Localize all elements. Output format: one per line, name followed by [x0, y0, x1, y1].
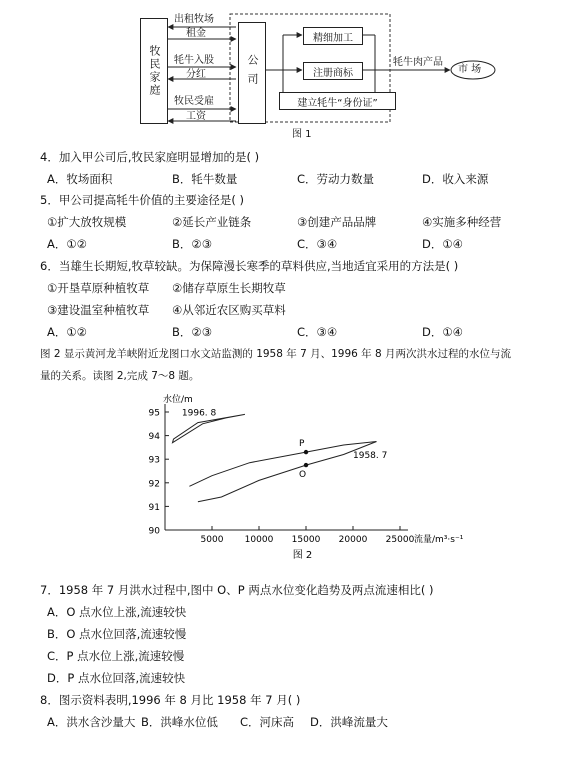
- q6-stem: 6．当雄生长期短,牧草较缺。为保障漫长寒季的草料供应,当地适宜采用的方法是( ): [40, 259, 459, 273]
- q4-option-d: D．收入来源: [422, 172, 489, 186]
- q8-option-c: C．河床高: [240, 715, 295, 729]
- household-label: 牧民家庭: [148, 45, 161, 97]
- household-box: [140, 18, 168, 124]
- arrow-label-rent: 租金: [186, 28, 206, 39]
- x-tick-label: 5000: [200, 535, 224, 545]
- q5-item-2: ②延长产业链条: [172, 215, 252, 229]
- point-label-o: O: [299, 470, 307, 481]
- arrow-label-rent-pasture: 出租牧场: [174, 14, 214, 25]
- x-tick-label: 25000: [385, 535, 415, 545]
- series-1958-falling-limb: [189, 442, 376, 487]
- q7-option-d: D．P 点水位回落,流速较快: [47, 671, 186, 685]
- company-label: 公司: [246, 54, 259, 92]
- q7-option-a: A．O 点水位上涨,流速较快: [47, 605, 187, 619]
- y-tick-label: 95: [148, 408, 160, 419]
- q6-option-c: C．③④: [297, 325, 338, 339]
- y-tick-label: 94: [148, 432, 160, 443]
- q6-item-4: ④从邻近农区购买草料: [172, 303, 286, 317]
- q5-item-4: ④实施多种经营: [422, 215, 502, 229]
- intro-line-2: 量的关系。读图 2,完成 7～8 题。: [40, 370, 200, 382]
- q6-option-d: D．①④: [422, 325, 463, 339]
- series-1996-label: 1996. 8: [181, 408, 217, 419]
- q4-option-c: C．劳动力数量: [297, 172, 375, 186]
- y-axis-label: 水位/m: [163, 395, 193, 405]
- company-box: [238, 22, 266, 124]
- figure-1: [0, 0, 586, 150]
- q7-stem: 7．1958 年 7 月洪水过程中,图中 O、P 两点水位变化趋势及两点流速相比( ): [40, 583, 434, 597]
- figure-2-caption: 图 2: [292, 550, 313, 561]
- point-p: [304, 450, 308, 454]
- figure-1-caption: 图 1: [292, 129, 312, 140]
- q6-item-1: ①开垦草原种植牧草: [47, 281, 150, 295]
- q5-option-c: C．③④: [297, 237, 338, 251]
- y-tick-label: 91: [148, 502, 160, 513]
- q8-option-d: D．洪峰流量大: [310, 715, 388, 729]
- arrow-label-dividend: 分红: [186, 69, 206, 80]
- q6-option-b: B．②③: [172, 325, 213, 339]
- q7-option-c: C．P 点水位上涨,流速较慢: [47, 649, 185, 663]
- q8-option-b: B．洪峰水位低: [141, 715, 218, 729]
- series-1996-loop: [173, 414, 245, 442]
- market-label: 市 场: [458, 64, 482, 75]
- step-yak-id: 建立牦牛“身份证”: [279, 92, 396, 110]
- x-tick-label: 20000: [338, 535, 368, 545]
- point-o: [304, 463, 308, 467]
- point-label-p: P: [299, 439, 305, 450]
- q6-item-2: ②储存草原生长期牧草: [172, 281, 286, 295]
- q5-option-b: B．②③: [172, 237, 213, 251]
- y-tick-label: 93: [148, 455, 160, 466]
- x-tick-label: 15000: [291, 535, 321, 545]
- q5-item-3: ③创建产品品牌: [297, 215, 377, 229]
- q5-stem: 5．甲公司提高牦牛价值的主要途径是( ): [40, 193, 244, 207]
- q8-option-a: A．洪水含沙量大: [47, 715, 136, 729]
- x-tick-label: 10000: [244, 535, 274, 545]
- q6-item-3: ③建设温室种植牧草: [47, 303, 150, 317]
- q8-stem: 8．图示资料表明,1996 年 8 月比 1958 年 7 月( ): [40, 693, 301, 707]
- q4-stem: 4．加入甲公司后,牧民家庭明显增加的是( ): [40, 150, 260, 164]
- figure-2-chart: [0, 392, 586, 562]
- q4-option-a: A．牧场面积: [47, 172, 113, 186]
- product-label: 牦牛肉产品: [393, 57, 443, 68]
- series-1958-label: 1958. 7: [353, 451, 388, 462]
- y-tick-label: 92: [148, 479, 160, 490]
- q5-option-a: A．①②: [47, 237, 87, 251]
- q4-option-b: B．牦牛数量: [172, 172, 238, 186]
- arrow-label-yak-shares: 牦牛入股: [174, 55, 214, 66]
- q5-option-d: D．①④: [422, 237, 463, 251]
- q6-option-a: A．①②: [47, 325, 87, 339]
- intro-line-1: 图 2 显示黄河龙羊峡附近龙图口水文站监测的 1958 年 7 月、1996 年 8 月两次洪水过程的水位与流: [40, 348, 512, 360]
- arrow-label-wage: 工资: [186, 111, 206, 122]
- x-axis-label: 流量/m³·s⁻¹: [414, 535, 464, 545]
- step-trademark: 注册商标: [303, 62, 363, 80]
- q7-option-b: B．O 点水位回落,流速较慢: [47, 627, 187, 641]
- q5-item-1: ①扩大放牧规模: [47, 215, 127, 229]
- arrow-label-employment: 牧民受雇: [174, 96, 214, 107]
- y-tick-label: 90: [148, 526, 160, 537]
- step-processing: 精细加工: [303, 27, 363, 45]
